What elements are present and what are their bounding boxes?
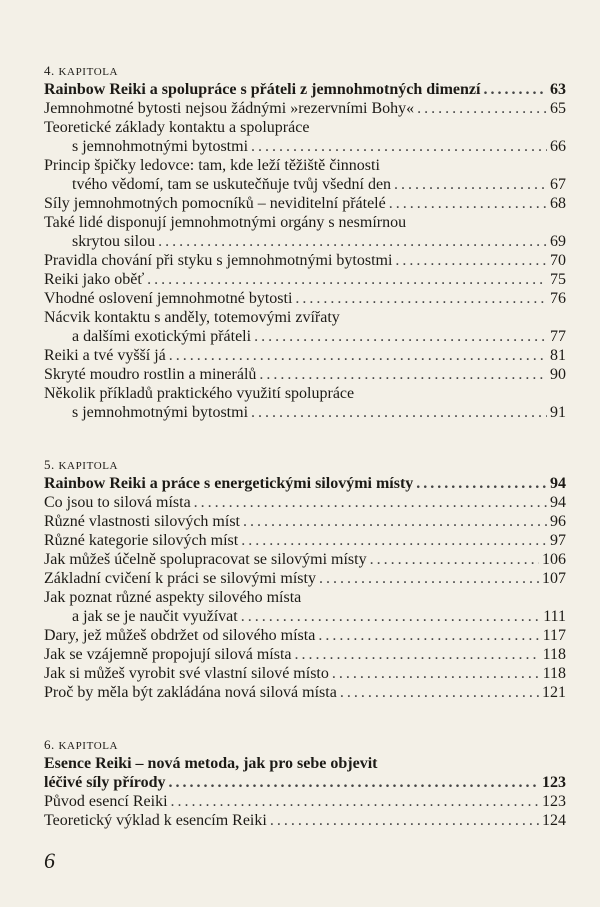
chapter-label: KAPITOLA <box>58 740 119 752</box>
toc-entry <box>44 403 566 422</box>
chapter-label: KAPITOLA <box>58 460 119 472</box>
dot-leader <box>395 251 547 270</box>
toc-entry <box>44 607 566 626</box>
entry-page-number: 65 <box>550 100 566 117</box>
toc-entry <box>44 588 566 607</box>
entry-page-number: 94 <box>550 494 566 511</box>
dot-leader <box>295 645 540 664</box>
chapter-5-section <box>44 456 566 702</box>
dot-leader <box>270 811 539 830</box>
toc-entry <box>44 645 566 664</box>
toc-entry <box>44 308 566 327</box>
entry-title: Dary, jež můžeš obdržet od silového místa <box>44 627 316 644</box>
toc-entry <box>44 365 566 384</box>
entry-title: Reiki jako oběť <box>44 271 145 288</box>
entry-page-number: 81 <box>550 347 566 364</box>
entry-title: Proč by měla být zakládána nová silová místa <box>44 684 337 701</box>
dot-leader <box>171 792 539 811</box>
toc-entry <box>44 251 566 270</box>
dot-leader <box>319 569 539 588</box>
entry-page-number: 107 <box>542 570 566 587</box>
entry-page-number: 111 <box>543 608 566 625</box>
entry-page-number: 106 <box>542 551 566 568</box>
entry-title: Základní cvičení k práci se silovými místy <box>44 570 316 587</box>
entry-page-number: 70 <box>550 252 566 269</box>
entry-title: Pravidla chování při styku s jemnohmotnými bytostmi <box>44 252 393 269</box>
entry-page-number: 123 <box>542 793 566 810</box>
dot-leader <box>241 607 540 626</box>
entry-title: Teoretické základy kontaktu a spolupráce <box>44 119 310 136</box>
entry-title: Princip špičky ledovce: tam, kde leží těžiště činnosti <box>44 157 380 174</box>
toc-entry <box>44 626 566 645</box>
entry-title: s jemnohmotnými bytostmi <box>72 138 249 155</box>
entry-title: Esence Reiki – nová metoda, jak pro sebe objevit <box>44 755 378 772</box>
entry-title: s jemnohmotnými bytostmi <box>72 404 249 421</box>
toc-entry <box>44 346 566 365</box>
dot-leader <box>241 531 547 550</box>
chapter-heading <box>44 62 566 80</box>
toc-entry <box>44 270 566 289</box>
dot-leader <box>389 194 547 213</box>
toc-entry <box>44 213 566 232</box>
toc-entry <box>44 194 566 213</box>
toc-entry <box>44 156 566 175</box>
chapter-title-entry <box>44 773 566 792</box>
entry-title: Několik příkladů praktického využití spolupráce <box>44 385 355 402</box>
chapter-title-entry <box>44 474 566 493</box>
entry-page-number: 118 <box>542 665 566 682</box>
entry-page-number: 75 <box>550 271 566 288</box>
entry-title: Jemnohmotné bytosti nejsou žádnými »rezervními Bohy« <box>44 100 415 117</box>
entry-title: Teoretický výklad k esencím Reiki <box>44 812 267 829</box>
entry-title: Původ esencí Reiki <box>44 793 168 810</box>
toc-entry <box>44 569 566 588</box>
toc-entry <box>44 550 566 569</box>
toc-entry <box>44 232 566 251</box>
entry-page-number: 67 <box>550 176 566 193</box>
dot-leader <box>254 327 547 346</box>
toc-entry <box>44 175 566 194</box>
entry-page-number: 118 <box>542 646 566 663</box>
dot-leader <box>259 365 547 384</box>
chapter-title-entry <box>44 754 566 773</box>
toc-entry <box>44 327 566 346</box>
entry-title: léčivé síly přírody <box>44 774 166 791</box>
toc-entry <box>44 384 566 403</box>
toc-entry <box>44 137 566 156</box>
entry-page-number: 76 <box>550 290 566 307</box>
chapter-number: 6. <box>44 737 55 752</box>
entry-title: Jak poznat různé aspekty silového místa <box>44 589 302 606</box>
entry-page-number: 69 <box>550 233 566 250</box>
entry-page-number: 66 <box>550 138 566 155</box>
dot-leader <box>394 175 547 194</box>
entry-page-number: 123 <box>542 774 566 791</box>
dot-leader <box>158 232 547 251</box>
entry-page-number: 68 <box>550 195 566 212</box>
entry-page-number: 91 <box>550 404 566 421</box>
dot-leader <box>251 137 547 156</box>
entry-title: a jak se je naučit využívat <box>72 608 238 625</box>
toc-entry <box>44 493 566 512</box>
entry-title: Také lidé disponují jemnohmotnými orgány s nesmírnou <box>44 214 407 231</box>
entry-title: skrytou silou <box>72 233 156 250</box>
dot-leader <box>147 270 547 289</box>
chapter-label: KAPITOLA <box>58 66 119 78</box>
dot-leader <box>483 80 547 99</box>
chapter-number: 5. <box>44 457 55 472</box>
entry-page-number: 97 <box>550 532 566 549</box>
toc-entry <box>44 683 566 702</box>
dot-leader <box>340 683 539 702</box>
dot-leader <box>194 493 547 512</box>
entry-title: Jak si můžeš vyrobit své vlastní silové místo <box>44 665 329 682</box>
entry-title: Jak se vzájemně propojují silová místa <box>44 646 292 663</box>
chapter-6-section <box>44 736 566 830</box>
entry-title: Skryté moudro rostlin a minerálů <box>44 366 257 383</box>
entry-page-number: 124 <box>542 812 566 829</box>
chapter-heading <box>44 456 566 474</box>
entry-page-number: 121 <box>542 684 566 701</box>
dot-leader <box>318 626 539 645</box>
entry-page-number: 90 <box>550 366 566 383</box>
chapter-title-entry <box>44 80 566 99</box>
chapter-4-section <box>44 62 566 422</box>
dot-leader <box>370 550 539 569</box>
toc-entry <box>44 792 566 811</box>
toc-entry <box>44 531 566 550</box>
chapter-heading <box>44 736 566 754</box>
toc-entry <box>44 512 566 531</box>
dot-leader <box>295 289 547 308</box>
dot-leader <box>168 773 539 792</box>
toc-entry <box>44 289 566 308</box>
entry-page-number: 63 <box>550 81 566 98</box>
entry-title: Co jsou to silová místa <box>44 494 191 511</box>
entry-page-number: 96 <box>550 513 566 530</box>
dot-leader <box>332 664 540 683</box>
entry-title: Reiki a tvé vyšší já <box>44 347 166 364</box>
entry-title: Rainbow Reiki a spolupráce s přáteli z jemnohmotných dimenzí <box>44 81 481 98</box>
entry-page-number: 94 <box>550 475 566 492</box>
dot-leader <box>251 403 547 422</box>
toc-entry <box>44 811 566 830</box>
chapter-number: 4. <box>44 63 55 78</box>
page-number: 6 <box>44 848 55 873</box>
toc-entry <box>44 99 566 118</box>
dot-leader <box>169 346 547 365</box>
entry-title: Nácvik kontaktu s anděly, totemovými zvířaty <box>44 309 340 326</box>
entry-title: Rainbow Reiki a práce s energetickými silovými místy <box>44 475 414 492</box>
dot-leader <box>417 99 547 118</box>
entry-title: Síly jemnohmotných pomocníků – neviditelní přátelé <box>44 195 386 212</box>
dot-leader <box>243 512 547 531</box>
toc-entry <box>44 118 566 137</box>
toc-entry <box>44 664 566 683</box>
entry-title: Různé kategorie silových míst <box>44 532 239 549</box>
entry-title: Jak můžeš účelně spolupracovat se silovými místy <box>44 551 367 568</box>
entry-title: Různé vlastnosti silových míst <box>44 513 240 530</box>
entry-title: Vhodné oslovení jemnohmotné bytosti <box>44 290 293 307</box>
entry-title: tvého vědomí, tam se uskutečňuje tvůj všední den <box>72 176 392 193</box>
dot-leader <box>416 474 547 493</box>
entry-page-number: 77 <box>550 328 566 345</box>
entry-page-number: 117 <box>542 627 566 644</box>
entry-title: a dalšími exotickými přáteli <box>72 328 252 345</box>
